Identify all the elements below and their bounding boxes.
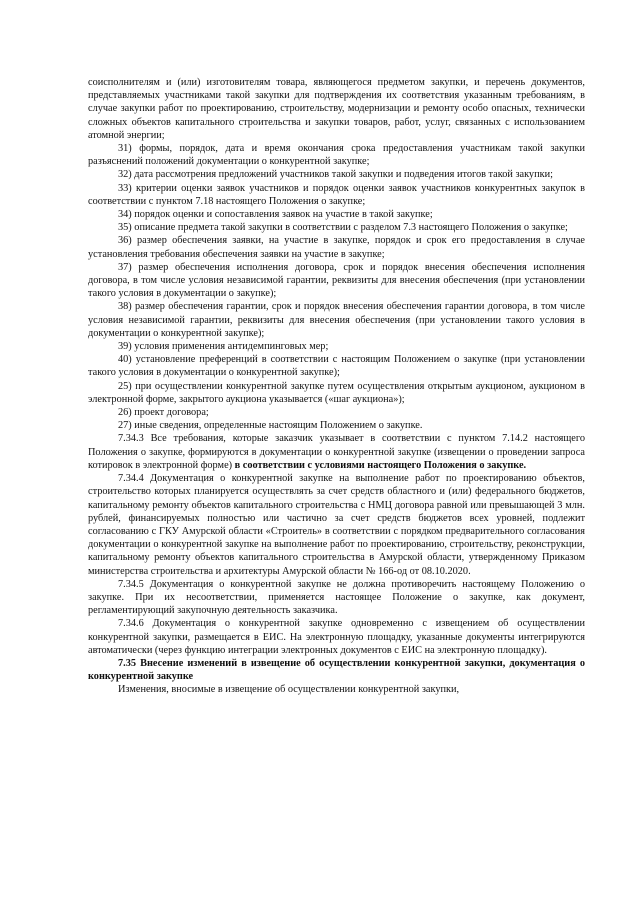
list-item-39: 39) условия применения антидемпинговых мер; <box>118 341 329 353</box>
clause-7-34-3 <box>88 432 585 472</box>
list-item-27: 27) иные сведения, определенные настоящим Положением о закупке. <box>118 420 423 432</box>
list-item-36: 36) размер обеспечения заявки, на участие в закупке, порядок и срок его предоставления в случае установления требования обеспечения заявки на участие в закупке; <box>88 235 585 260</box>
list-item-31: 31) формы, порядок, дата и время окончания срока предоставления участникам такой закупки разъяснений положений документации о конкурентной закупке; <box>88 143 585 168</box>
list-item-35: 35) описание предмета такой закупки в соответствии с разделом 7.3 настоящего Положения о закупке; <box>118 222 568 234</box>
list-item-32: 32) дата рассмотрения предложений участников такой закупки и подведения итогов такой закупки; <box>118 169 553 181</box>
list-item-40: 40) установление преференций в соответствии с настоящим Положением о закупке (при установлении такого условия в документации о конкурентной закупке); <box>88 354 585 379</box>
paragraph-continuation: соисполнителям и (или) изготовителям товара, являющегося предметом закупки, и перечень документов, представляемых участниками такой закупки для подтверждения их соответствия указанным требованиям, в случае закупки работ по проектированию, строительству, модернизации и ремонту особо опасных, технически сложных объектов капитального строительства и закупки товаров, работ, услуг, связанных с использованием атомной энергии; <box>88 77 585 141</box>
clause-7-34-3-text: 7.34.3 Все требования, которые заказчик указывает в соответствии с пунктом 7.14.2 настоящего Положения о закупке, формируются в документации о конкурентной закупке (извещении о проведении запроса котировок в электронной форме) <box>88 433 585 471</box>
section-heading-7-35: 7.35 Внесение изменений в извещение об осуществлении конкурентной закупки, документация о конкурентной закупке <box>88 657 585 683</box>
paragraph-7-35-start: Изменения, вносимые в извещение об осуществлении конкурентной закупки, <box>118 684 460 696</box>
list-item-34: 34) порядок оценки и сопоставления заявок на участие в такой закупке; <box>118 209 433 221</box>
clause-7-34-4: 7.34.4 Документация о конкурентной закупке на выполнение работ по проектированию объектов, строительство которых планируется осуществлять за счет средств областного и (или) федерального бюджетов, капитальному ремонту объектов капитального строительства с НМЦ договора равной или превышающей 3 млн. рублей, финансируемых полностью или частично за счет средств бюджетов всех уровней, подлежит согласованию с ГКУ Амурской области «Строитель» в соответствии с порядком предварительного согласования документации о конкурентной закупке на выполнение работ по проектированию, строительству, реконструкции, капитальному ремонту объектов капитального строительства в Амурской области, утвержденному Приказом министерства строительства и архитектуры Амурской области № 166-од от 08.10.2020. <box>88 473 585 577</box>
list-item-26: 26) проект договора; <box>118 407 209 419</box>
list-item-33: 33) критерии оценки заявок участников и порядок оценки заявок участников конкурентных закупок в соответствии с пунктом 7.18 настоящего Положения о закупке; <box>88 182 585 207</box>
list-item-25: 25) при осуществлении конкурентной закупке путем осуществления открытым аукционом, аукционом в электронной форме, закрытого аукциона указывается («шаг аукциона»); <box>88 380 585 405</box>
clause-7-34-5: 7.34.5 Документация о конкурентной закупке не должна противоречить настоящему Положению о закупке. При их несоответствии, применяется настоящее Положение о закупке, как документ, регламентирующий закупочную деятельность заказчика. <box>88 578 585 617</box>
document-page <box>88 76 585 697</box>
list-item-38: 38) размер обеспечения гарантии, срок и порядок внесения обеспечения гарантии договора, в том числе условия независимой гарантии, реквизиты для внесения обеспечения (при установлении такого условия в документации о конкурентной закупке); <box>88 301 585 339</box>
clause-7-34-3-bold-text: в соответствии с условиями настоящего Положения о закупке. <box>234 459 527 471</box>
clause-7-34-6: 7.34.6 Документация о конкурентной закупке одновременно с извещением об осуществлении конкурентной закупки, размещается в ЕИС. На электронную площадку, указанные документы интегрируются автоматически (через функцию интеграции электронных документов с ЕИС на электронную площадку). <box>88 618 585 656</box>
list-item-37: 37) размер обеспечения исполнения договора, срок и порядок внесения обеспечения исполнения договора, в том числе условия независимой гарантии, реквизиты для внесения обеспечения (при установлении такого условия в документации о закупке); <box>88 261 585 300</box>
